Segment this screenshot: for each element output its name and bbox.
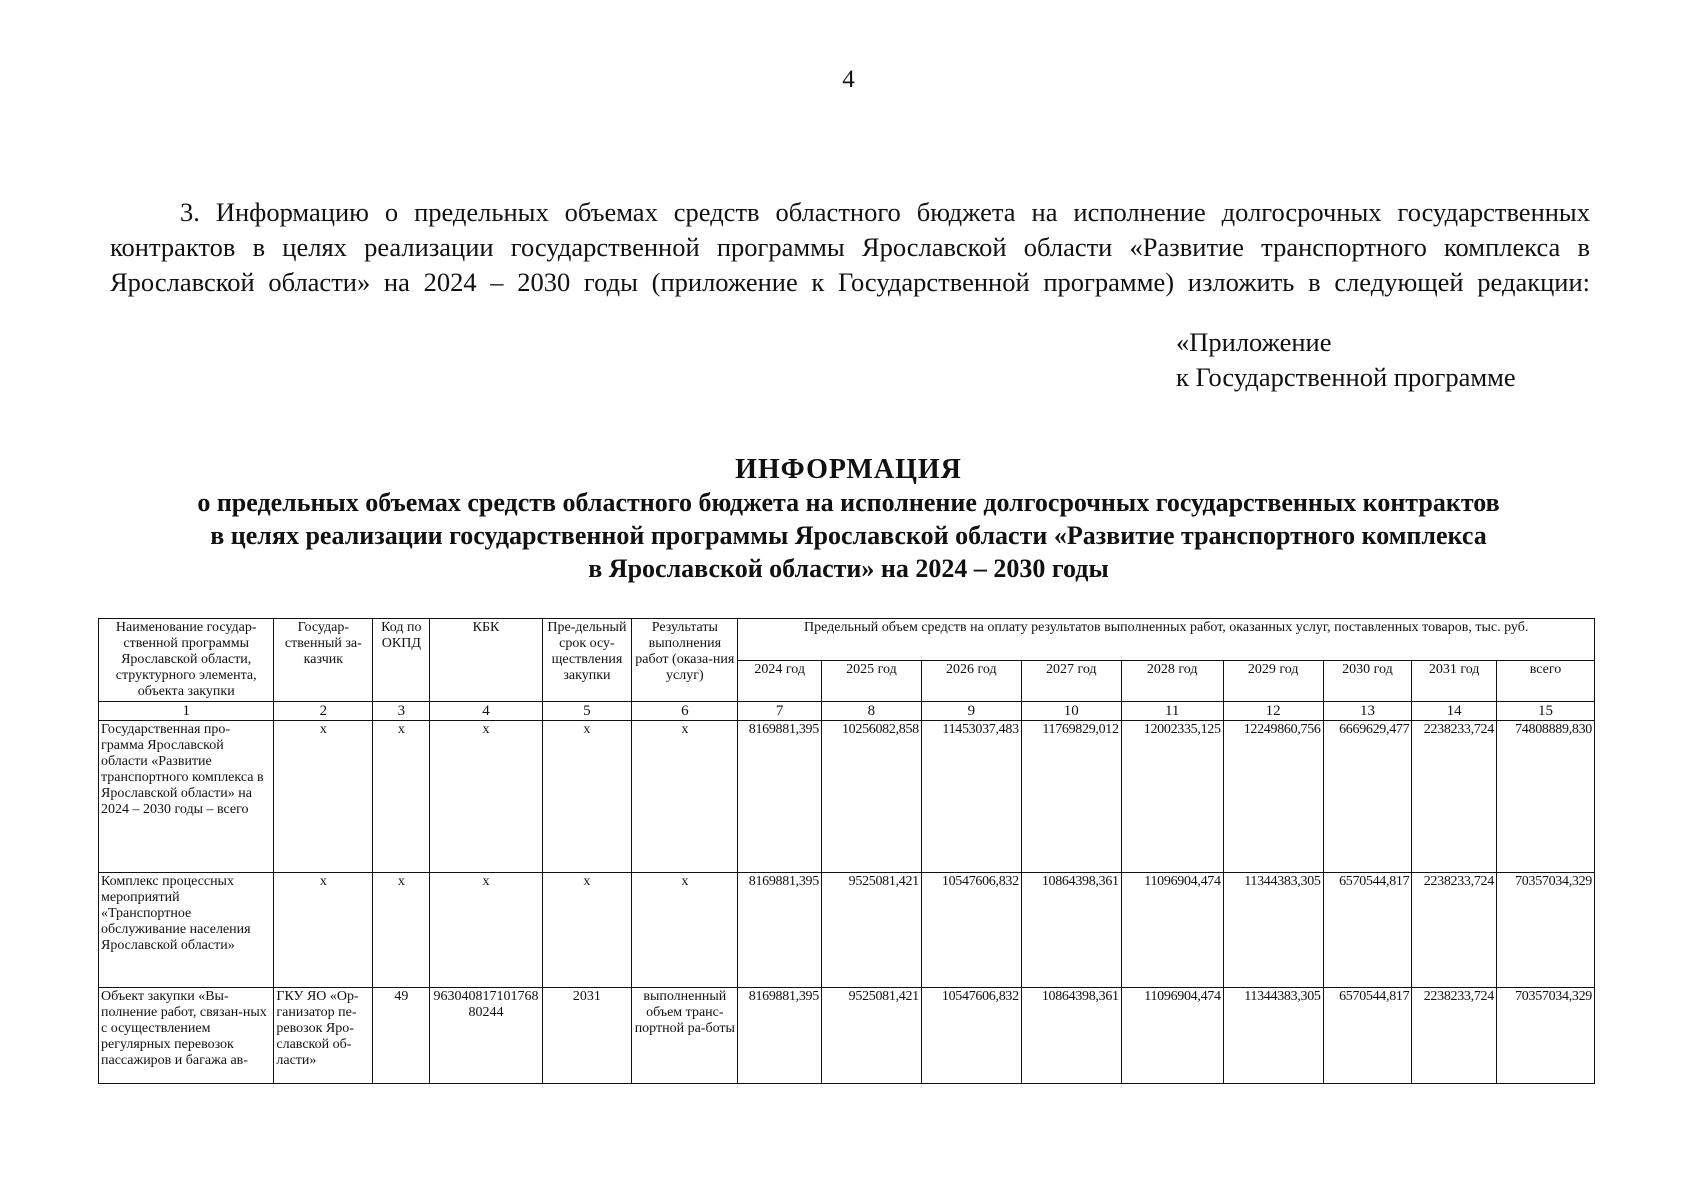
row-value: 11344383,305 [1223,988,1323,1084]
row-name: Объект закупки «Вы-полнение работ, связан-ных с осуществлением регулярных перевозок пассажиров и багажа ав- [99,988,274,1084]
column-number: 10 [1021,702,1121,721]
row-value: 9525081,421 [821,988,921,1084]
row-value: 11769829,012 [1021,721,1121,873]
column-number: 11 [1121,702,1223,721]
header-results: Результаты выполнения работ (оказа-ния услуг) [632,619,738,702]
intro-paragraph [110,195,1590,300]
row-customer: ГКУ ЯО «Ор-ганизатор пе-ревозок Яро-славской об-ласти» [274,988,373,1084]
title-line-1: о предельных объемах средств областного бюджета на исполнение долгосрочных государственных контрактов [197,488,1500,517]
column-number: 14 [1412,702,1497,721]
header-year: 2024 год [738,660,822,702]
header-total: всего [1496,660,1594,702]
row-value: 11344383,305 [1223,873,1323,988]
document-title [0,453,1697,585]
row-kbk: 96304081710176880244 [430,988,542,1084]
column-number: 3 [373,702,430,721]
header-year: 2027 год [1021,660,1121,702]
appendix-label [1176,325,1516,395]
budget-table [98,618,1595,1084]
column-number: 7 [738,702,822,721]
intro-line-1: 3. Информацию о предельных объемах средств областного бюджета на исполнение долгосрочных государственных [180,197,1590,227]
row-value: 2238233,724 [1412,988,1497,1084]
header-year: 2030 год [1323,660,1412,702]
row-value: 6570544,817 [1323,873,1412,988]
row-value: 8169881,395 [738,988,822,1084]
intro-line-2: контрактов в целях реализации государственной программы Ярославской области «Развитие транспортного комплекса в [110,232,1590,262]
column-number: 4 [430,702,542,721]
header-year: 2026 год [921,660,1021,702]
row-value: 6570544,817 [1323,988,1412,1084]
row-results: х [632,721,738,873]
column-number: 1 [99,702,274,721]
row-value: 11096904,474 [1121,988,1223,1084]
row-okpd: х [373,721,430,873]
row-kbk: х [430,873,542,988]
row-value: 9525081,421 [821,873,921,988]
row-okpd: 49 [373,988,430,1084]
row-value: 10547606,832 [921,988,1021,1084]
table-row [99,988,1595,1084]
header-volume: Предельный объем средств на оплату результатов выполненных работ, оказанных услуг, поставленных товаров, тыс. руб. [738,619,1595,661]
row-value: 2238233,724 [1412,721,1497,873]
column-number: 8 [821,702,921,721]
row-total: 74808889,830 [1496,721,1594,873]
row-value: 10864398,361 [1021,873,1121,988]
header-year: 2028 год [1121,660,1223,702]
row-value: 11453037,483 [921,721,1021,873]
column-number: 5 [542,702,632,721]
column-number-row [99,702,1595,721]
column-number: 13 [1323,702,1412,721]
row-deadline: 2031 [542,988,632,1084]
appendix-line-2: к Государственной программе [1176,362,1516,392]
row-deadline: х [542,873,632,988]
row-value: 2238233,724 [1412,873,1497,988]
row-kbk: х [430,721,542,873]
title-line-2: в целях реализации государственной программы Ярославской области «Развитие транспортного комплекса [210,521,1487,550]
row-deadline: х [542,721,632,873]
header-year: 2029 год [1223,660,1323,702]
header-name: Наименование государ-ственной программы Ярославской области, структурного элемента, объекта закупки [99,619,274,702]
table-header-row-1 [99,619,1595,661]
row-customer: х [274,721,373,873]
header-year: 2025 год [821,660,921,702]
title-main: ИНФОРМАЦИЯ [735,454,962,485]
column-number: 15 [1496,702,1594,721]
row-value: 8169881,395 [738,721,822,873]
row-total: 70357034,329 [1496,988,1594,1084]
table-row [99,721,1595,873]
row-value: 12002335,125 [1121,721,1223,873]
row-value: 8169881,395 [738,873,822,988]
table-row [99,873,1595,988]
row-value: 6669629,477 [1323,721,1412,873]
row-results: х [632,873,738,988]
title-line-3: в Ярославской области» на 2024 – 2030 годы [588,554,1109,583]
row-name: Государственная про-грамма Ярославской области «Развитие транспортного комплекса в Ярославской области» на 2024 – 2030 годы – всего [99,721,274,873]
intro-line-3: Ярославской области» на 2024 – 2030 годы (приложение к Государственной программе) изложить в следующей редакции: [110,267,1590,297]
row-results: выполненный объем транс-портной ра-боты [632,988,738,1084]
column-number: 6 [632,702,738,721]
row-customer: х [274,873,373,988]
row-value: 10256082,858 [821,721,921,873]
header-deadline: Пре-дельный срок осу-ществления закупки [542,619,632,702]
row-value: 11096904,474 [1121,873,1223,988]
row-okpd: х [373,873,430,988]
row-value: 12249860,756 [1223,721,1323,873]
header-kbk: КБК [430,619,542,702]
row-total: 70357034,329 [1496,873,1594,988]
row-name: Комплекс процессных мероприятий «Транспортное обслуживание населения Ярославской области» [99,873,274,988]
row-value: 10547606,832 [921,873,1021,988]
header-customer: Государ-ственный за-казчик [274,619,373,702]
appendix-line-1: «Приложение [1176,327,1332,357]
page-number: 4 [842,66,855,93]
column-number: 9 [921,702,1021,721]
column-number: 12 [1223,702,1323,721]
column-number: 2 [274,702,373,721]
header-okpd: Код по ОКПД [373,619,430,702]
row-value: 10864398,361 [1021,988,1121,1084]
header-year: 2031 год [1412,660,1497,702]
